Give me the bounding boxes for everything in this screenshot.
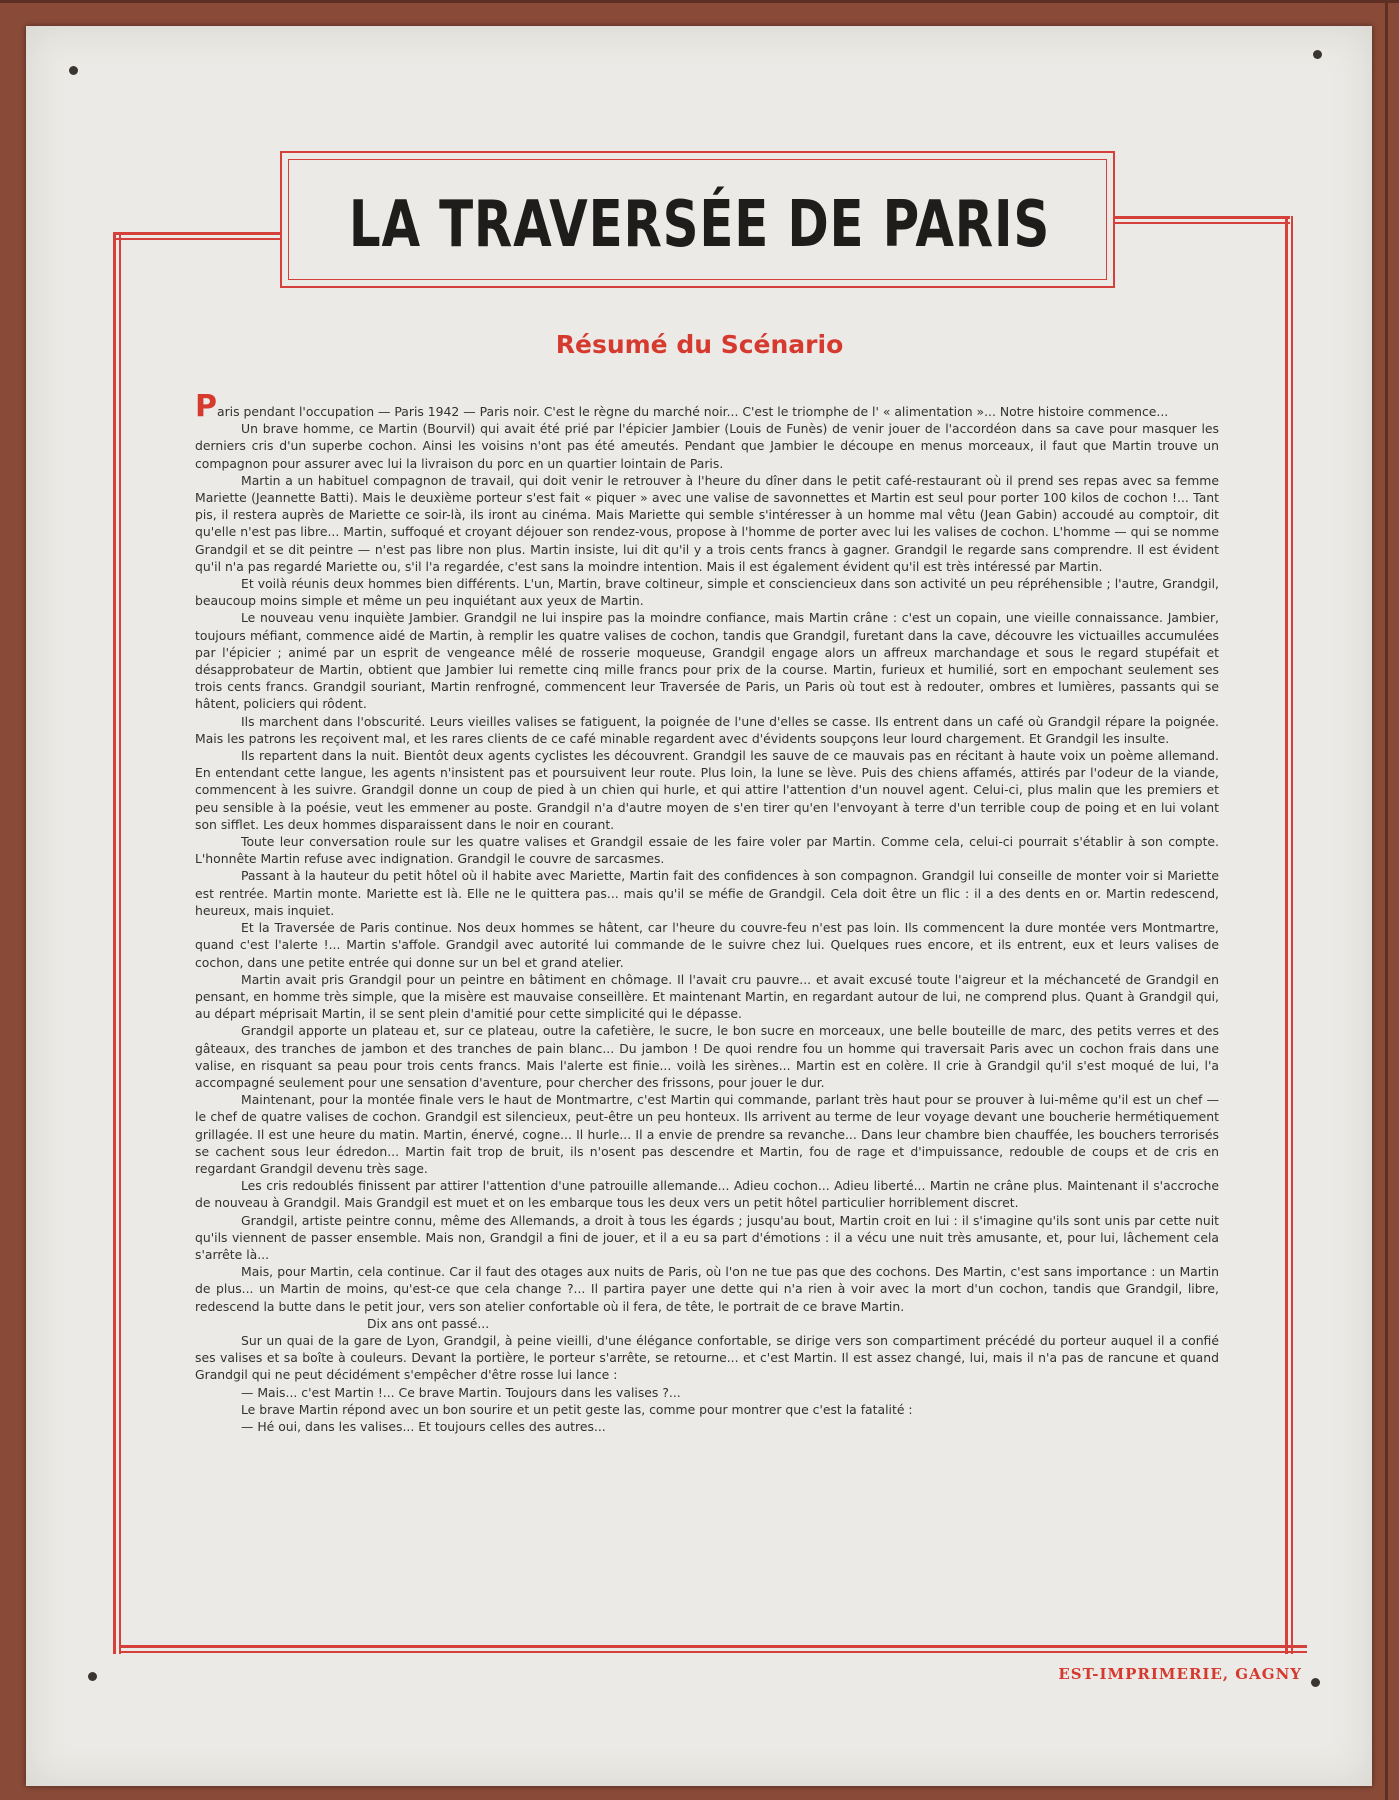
paragraph-text: Grandgil apporte un plateau et, sur ce plateau, outre la cafetière, le sucre, le bon sucre en morceaux, une belle bouteille de marc, des petits verres et des gâteaux, des tranches de jambon et des tranches de pain blanc... Du jambon ! De quoi rendre fou un homme qui traversait Paris avec un cochon frais dans une valise, en risquant sa peau pour trois cents francs. Mais l'alerte est finie... voilà les sirènes... Martin est en colère. Il crie à Grandgil qu'il s'est moqué de lui, l'a accompagné seulement pour une sensation d'aventure, pour chercher des frissons, pour jouer le dur. [195,1023,1219,1090]
floor-grout [0,0,1399,3]
synopsis-paragraph [195,971,1219,1023]
synopsis-paragraph [195,1263,1219,1315]
synopsis-paragraph [195,867,1219,919]
paragraph-text: Le brave Martin répond avec un bon sourire et un petit geste las, comme pour montrer que c'est la fatalité : [241,1401,913,1417]
paragraph-text: aris pendant l'occupation — Paris 1942 — Paris noir. C'est le règne du marché noir... C'est le triomphe de l' « alimentation »... Notre histoire commence... [217,404,1169,419]
synopsis-paragraph [195,1212,1219,1264]
paragraph-text: Dix ans ont passé... [367,1315,490,1331]
synopsis-paragraph [195,713,1219,747]
synopsis-paragraph [195,1401,1219,1418]
synopsis-paragraph [195,833,1219,867]
synopsis-paragraph [195,609,1219,712]
paragraph-text: Maintenant, pour la montée finale vers le haut de Montmartre, c'est Martin qui commande, parlant très haut pour se prouver à lui-même qu'il est un chef — le chef de quatre valises de cochon. Grandgil est silencieux, peut-être un peu honteux. Ils arrivent au terme de leur voyage devant une boucherie hermétiquement grillagée. Il est une heure du matin. Martin, énervé, cogne... Il hurle... Il a envie de prendre sa revanche... Dans leur chambre bien chauffée, les bouchers terrorisés se cachent sous leur édredon... Martin fait trop de bruit, ils n'osent pas descendre et Martin, fou de rage et d'impuissance, redouble de coups et de cris en regardant Grandgil devenu très sage. [195,1092,1219,1176]
pin-hole [69,66,78,75]
paragraph-text: Martin a un habituel compagnon de travail, qui doit venir le retrouver à l'heure du dîner dans le petit café-restaurant où il prend ses repas avec sa femme Mariette (Jeannette Batti). Mais le deuxième porteur s'est fait « piquer » avec une valise de savonnettes et Martin est seul pour porter 100 kilos de cochon !... Tant pis, il restera auprès de Mariette ce soir-là, ils iront au cinéma. Mais Mariette qui semble s'intéresser à un homme mal vêtu (Jean Gabin) accoudé au comptoir, dit qu'elle n'est pas libre... Martin, suffoqué et croyant déjouer son rendez-vous, propose à l'homme de porter avec lui les valises de cochon. L'homme — qui se nomme Grandgil et se dit peintre — n'est pas libre non plus. Martin insiste, lui dit qu'il y a trois cents francs à gagner. Grandgil le regarde sans comprendre. Il est évident qu'il n'a pas regardé Mariette ou, s'il l'a regardée, c'est sans la moindre intention. Mais il est également évident qu'il est très intéressé par Martin. [195,472,1219,574]
synopsis-paragraph [195,420,1219,472]
synopsis-paragraph [195,1022,1219,1091]
paragraph-text: Passant à la hauteur du petit hôtel où il habite avec Mariette, Martin fait des confidences à son compagnon. Grandgil lui conseille de monter voir si Mariette est rentrée. Martin monte. Mariette est là. Elle ne le quittera pas... mais qu'il se méfie de Grandgil. Cela doit être un flic : il a des dents en or. Martin redescend, heureux, mais inquiet. [195,868,1219,918]
paragraph-text: Ils marchent dans l'obscurité. Leurs vieilles valises se fatiguent, la poignée de l'une d'elles se casse. Ils entrent dans un café où Grandgil répare la poignée. Mais les patrons les reçoivent mal, et les rares clients de ce café minable regardent avec d'évidents soupçons leur lourd chargement. Et Grandgil les insulte. [195,713,1219,746]
paragraph-text: Le nouveau venu inquiète Jambier. Grandgil ne lui inspire pas la moindre confiance, mais Martin crâne : c'est un copain, une vieille connaissance. Jambier, toujours méfiant, commence aidé de Martin, à remplir les quatre valises de cochon, tandis que Grandgil, furetant dans la cave, découvre les victuailles accumulées par l'épicier ; animé par un esprit de vengeance mêlé de rosserie moqueuse, Grandgil engage alors un affreux marchandage et sous le regard stupéfait et désapprobateur de Martin, obtient que Jambier lui remette cinq mille francs pour prix de la course. Martin, furieux et humilié, sort en empochant seulement ses trois cents francs. Grandgil souriant, Martin renfrogné, commencent leur Traversée de Paris, un Paris où tout est à redouter, ombres et lumières, passants qui se hâtent, policiers qui rôdent. [195,610,1219,712]
frame-left-rule [113,232,121,1654]
synopsis-body [195,389,1219,1435]
paragraph-text: Ils repartent dans la nuit. Bientôt deux agents cyclistes les découvrent. Grandgil les sauve de ce mauvais pas en récitant à haute voix un poème allemand. En entendant cette langue, les agents n'insistent pas et poursuivent leur route. Plus loin, la lune se lève. Puis des chiens affamés, attirés par l'odeur de la viande, commencent à les suivre. Grandgil donne un coup de pied à un chien qui hurle, et qui attire l'attention d'un nouvel agent. Celui-ci, plus malin que les premiers et peu sensible à la poésie, veut les emmener au poste. Grandgil n'a d'autre moyen de s'en tirer qu'en l'envoyant à terre d'un terrible coup de poing et en lui volant son sifflet. Les deux hommes disparaissent dans le noir en courant. [195,748,1219,832]
pin-hole [1311,1678,1320,1687]
synopsis-paragraph [195,1091,1219,1177]
frame-right-rule [1285,216,1293,1654]
paragraph-text: Toute leur conversation roule sur les quatre valises et Grandgil essaie de les faire voler par Martin. Comme cela, celui-ci pourrait s'établir à son compte. L'honnête Martin refuse avec indignation. Grandgil le couvre de sarcasmes. [195,834,1219,867]
paragraph-text: Martin avait pris Grandgil pour un peintre en bâtiment en chômage. Il l'avait cru pauvre... et avait excusé toute l'aigreur et la méchanceté de Grandgil en pensant, en homme très simple, que la misère est mauvaise conseillère. Et maintenant Martin, en regardant autour de lui, ne comprend plus. Quant à Grandgil qui, au départ méprisait Martin, il se sent plein d'amitié pour cette simplicité qui le dépasse. [195,971,1219,1022]
paragraph-text: — Mais... c'est Martin !... Ce brave Martin. Toujours dans les valises ?... [241,1384,681,1400]
synopsis-paragraph [195,1332,1219,1384]
synopsis-paragraph [195,747,1219,833]
paragraph-text: Un brave homme, ce Martin (Bourvil) qui avait été prié par l'épicier Jambier (Louis de Funès) de venir jouer de l'accordéon dans sa cave pour masquer les derniers cris d'un superbe cochon. Ainsi les voisins n'ont pas été ameutés. Pendant que Jambier le découpe en menus morceaux, il faut que Martin trouve un compagnon pour assurer avec lui la livraison du porc en un quartier lointain de Paris. [195,421,1219,471]
synopsis-paragraph [195,1418,1219,1435]
paragraph-text: Mais, pour Martin, cela continue. Car il faut des otages aux nuits de Paris, où l'on ne tue pas que des cochons. Des Martin, c'est sans importance : un Martin de plus... un Martin de moins, qu'est-ce que cela change ?... Il partira payer une dette qui n'a rien à voir avec la mort d'un cochon, tandis que Grandgil, libre, redescend la butte dans le petit jour, vers son atelier confortable où il fera, de tête, le portrait de ce brave Martin. [195,1264,1219,1314]
pin-hole [88,1672,97,1681]
frame-bottom-rule [119,1645,1307,1653]
synopsis-paragraph [195,575,1219,609]
paragraph-text: — Hé oui, dans les valises... Et toujours celles des autres... [241,1418,606,1434]
paragraph-text: Et voilà réunis deux hommes bien différents. L'un, Martin, brave coltineur, simple et consciencieux dans son activité un peu répréhensible ; l'autre, Grandgil, beaucoup moins simple et même un peu inquiétant aux yeux de Martin. [195,576,1219,609]
page-subtitle: Résumé du Scénario [555,330,844,359]
synopsis-paragraph [195,1384,1219,1401]
synopsis-paragraph [195,1315,1219,1332]
paragraph-text: Et la Traversée de Paris continue. Nos deux hommes se hâtent, car l'heure du couvre-feu n'est pas loin. Ils commencent la dure montée vers Montmartre, quand c'est l'alerte !... Martin s'affole. Grandgil avec autorité lui commande de le suivre chez lui. Quelques rues encore, et ils entrent, eux et leurs valises de cochon, dans une petite entrée qui donne sur un bel et grand atelier. [195,920,1219,970]
paragraph-text: Les cris redoublés finissent par attirer l'attention d'une patrouille allemande... Adieu cochon... Adieu liberté... Martin ne crâne plus. Maintenant il s'accroche de nouveau à Grandgil. Mais Grandgil est muet et on les embarque tous les deux vers un petit hôtel particulier horriblement discret. [195,1178,1219,1211]
synopsis-paragraph [195,1177,1219,1211]
paragraph-text: Grandgil, artiste peintre connu, même des Allemands, a droit à tous les égards ; jusqu'au bout, Martin croit en lui : il s'imagine qu'ils sont unis par cette nuit qu'ils viennent de passer ensemble. Mais non, Grandgil a fini de jouer, et il a eu sa part d'émotions : il a vécu une nuit très amusante, et, pour lui, lâchement cela s'arrête là... [195,1212,1219,1262]
drop-cap: P [195,389,217,424]
printer-imprint: EST-IMPRIMERIE, GAGNY [1058,1665,1302,1683]
paragraph-text: Sur un quai de la gare de Lyon, Grandgil, à peine vieilli, d'une élégance confortable, se dirige vers son compartiment précédé du porteur auquel il a confié ses valises et sa boîte à couleurs. Devant la portière, le porteur s'arrête, se retourne... et c'est Martin. Il est assez changé, lui, mais il n'a pas de rancune et quand Grandgil qui ne peut décidément s'empêcher d'être rosse lui lance : [195,1332,1219,1383]
synopsis-paragraph [195,472,1219,575]
floor-grout [1385,0,1388,1800]
synopsis-paragraph [195,919,1219,971]
pin-hole [1313,50,1322,59]
synopsis-paragraph [195,389,1219,424]
page-title: LA TRAVERSÉE DE PARIS [348,188,1051,262]
